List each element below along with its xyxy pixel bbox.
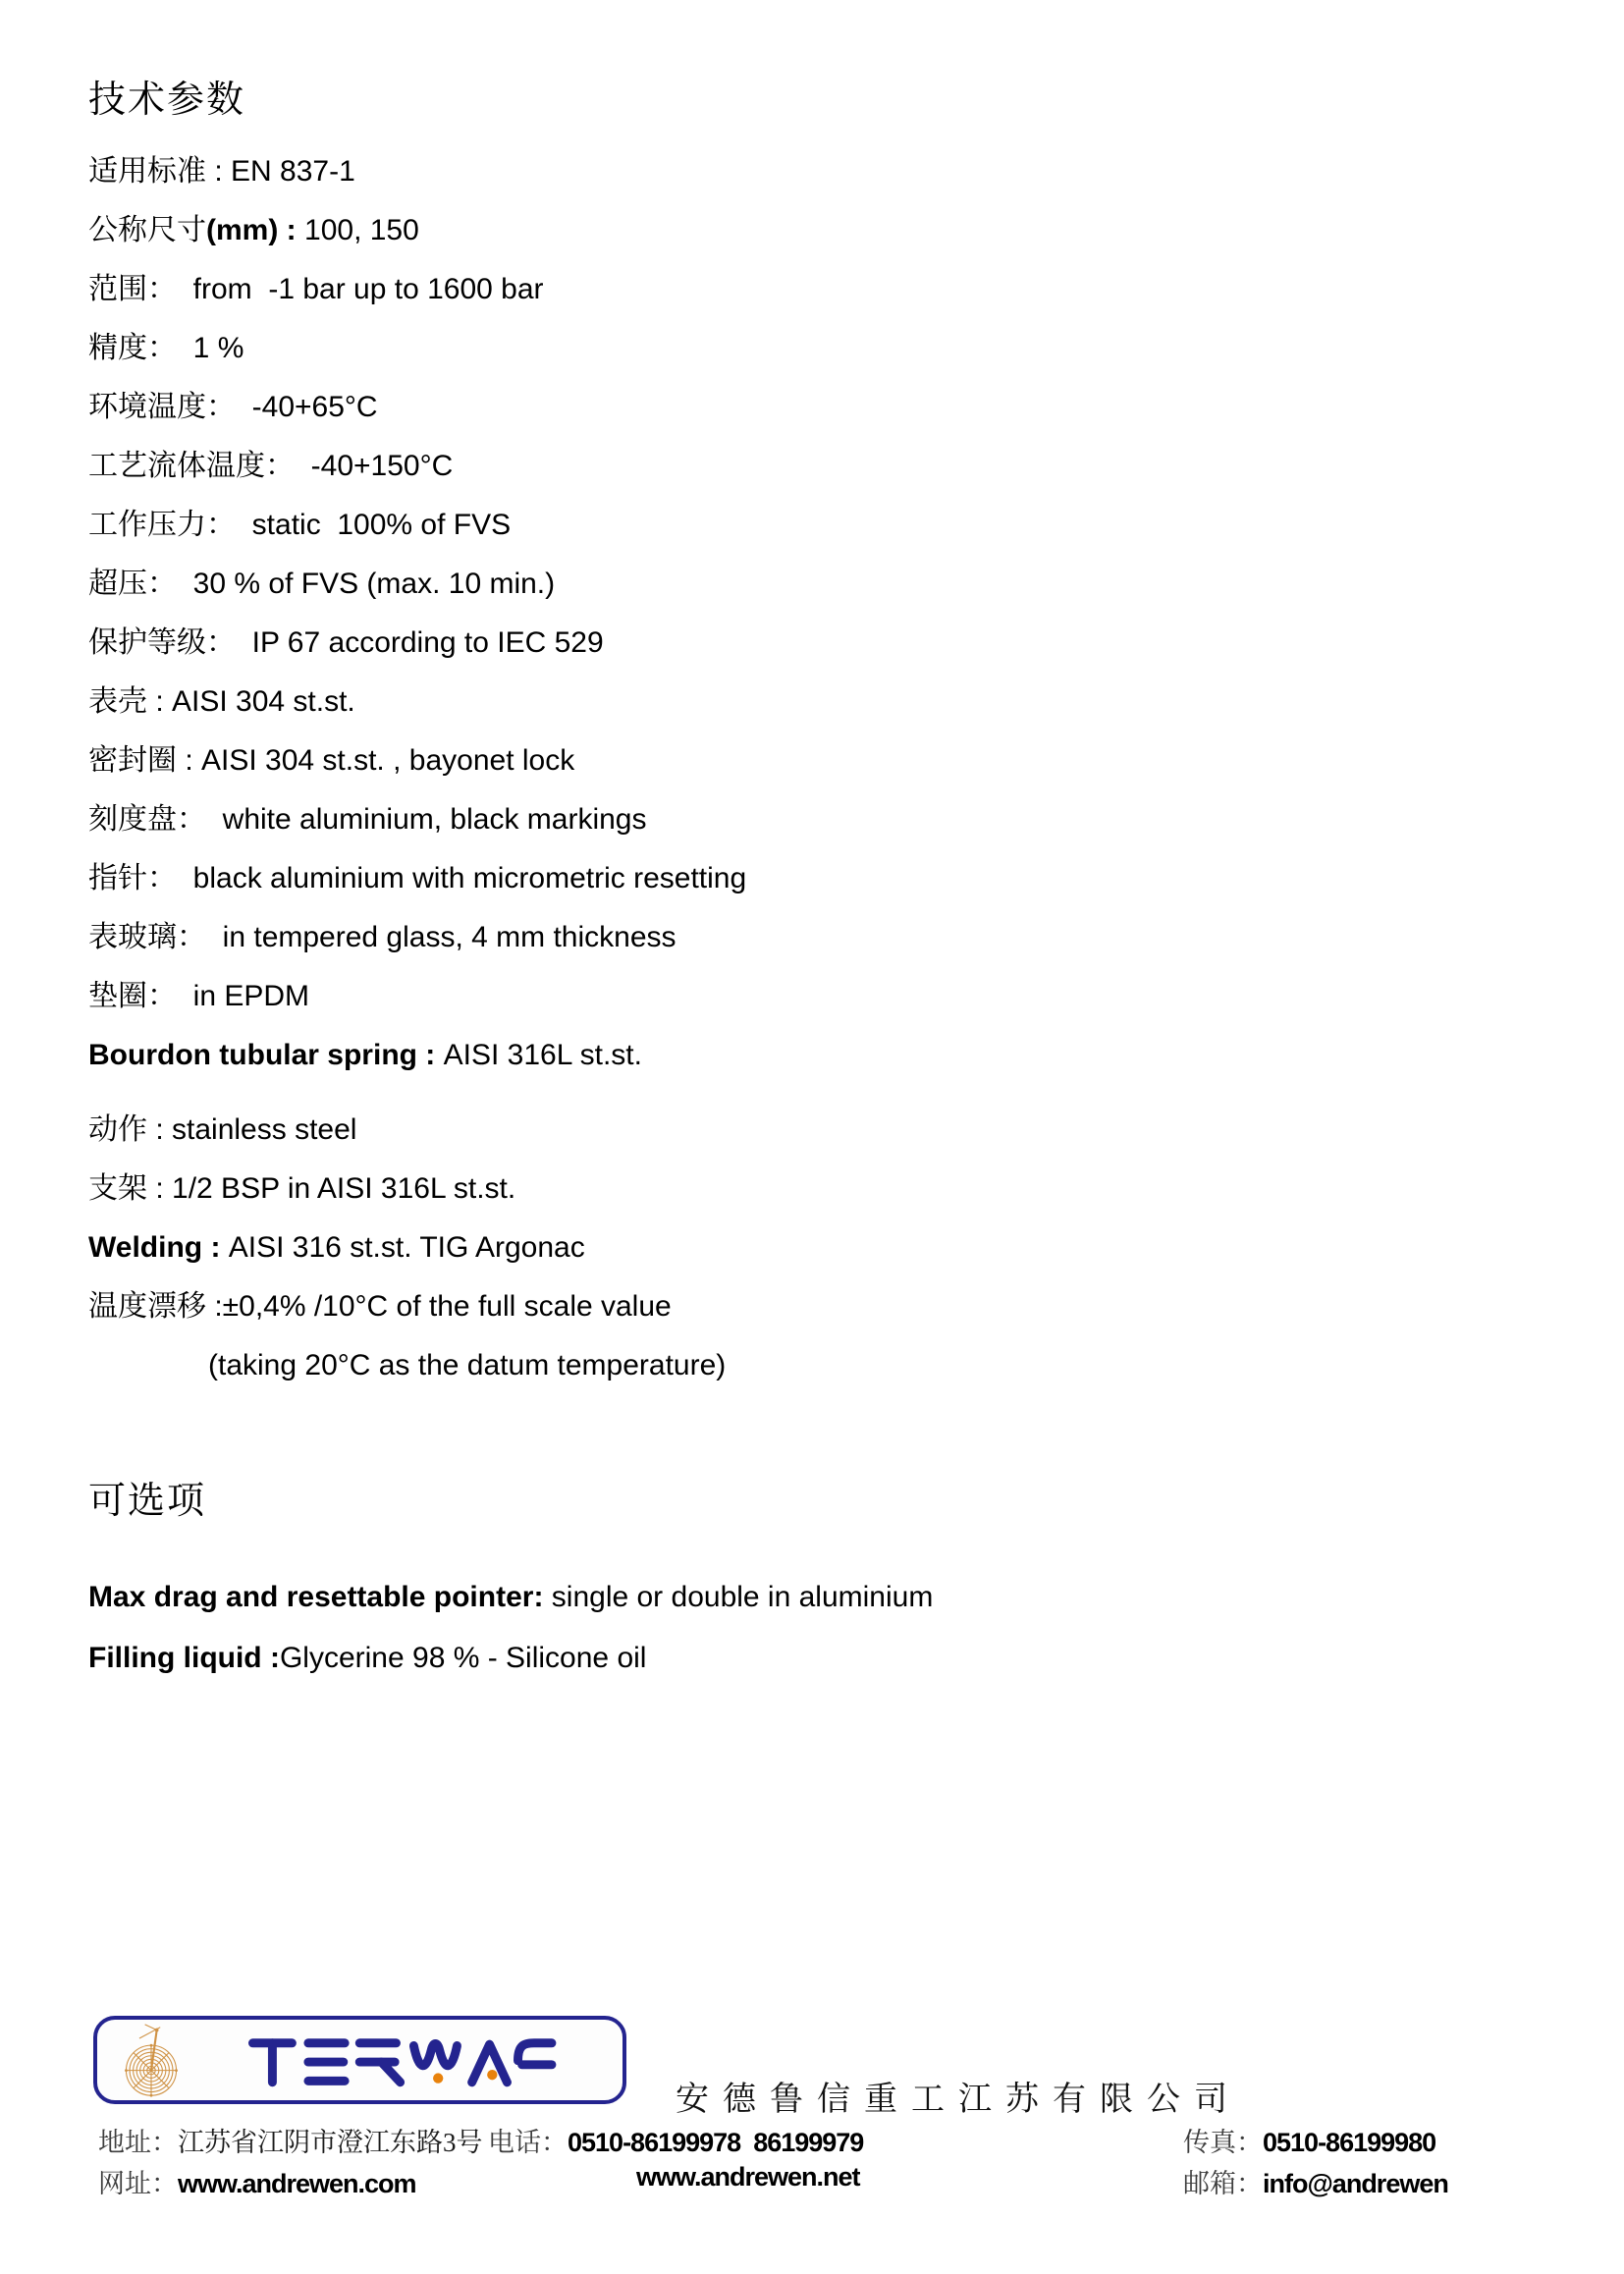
spec-row: [88, 1101, 1512, 1160]
phone-label: 电话：: [488, 2128, 568, 2157]
spec-row: [88, 496, 1512, 555]
contact-website-2: [636, 2162, 860, 2193]
spec-separator: :: [147, 1172, 173, 1205]
spec-row: [88, 260, 1512, 319]
spec-label-bold: Bourdon tubular spring: [88, 1039, 417, 1071]
optional-spec-list: [88, 1567, 1512, 1689]
contact-email: [1183, 2162, 1448, 2200]
spec-separator: ：: [147, 862, 193, 894]
spec-label: 表玻璃: [88, 921, 177, 953]
spec-value: in tempered glass, 4 mm thickness: [222, 921, 677, 953]
spec-label-bold: Filling liquid: [88, 1642, 262, 1674]
contact-address: [98, 2121, 483, 2159]
spec-row: [88, 731, 1512, 790]
spec-label: 温度漂移: [88, 1290, 206, 1323]
gauge-icon: [109, 2022, 193, 2098]
website-value-2: www.andrewen.net: [636, 2162, 860, 2192]
spec-value: static 100% of FVS: [251, 509, 512, 541]
contact-fax: [1183, 2121, 1435, 2159]
spec-value: ±0,4% /10°C of the full scale value: [222, 1290, 672, 1323]
spec-separator: :: [533, 1581, 552, 1613]
spec-label: 表壳: [88, 685, 147, 718]
email-label: 邮箱：: [1183, 2169, 1263, 2198]
termaf-logo: [93, 2016, 626, 2104]
logo-dot: [433, 2070, 497, 2084]
spec-row: [88, 142, 1512, 201]
address-value: 江苏省江阴市澄江东路3号: [178, 2128, 483, 2157]
spec-label: 保护等级: [88, 626, 206, 659]
spec-value: 1/2 BSP in AISI 316L st.st.: [172, 1172, 516, 1205]
spec-separator: :: [416, 1039, 444, 1071]
phone-value: 0510-86199978 86199979: [568, 2128, 864, 2157]
termaf-logotype: [195, 2030, 608, 2090]
spec-label: 工艺流体温度: [88, 450, 265, 482]
spec-label: 范围: [88, 273, 147, 305]
spec-row: [88, 1628, 1512, 1689]
spec-value: Glycerine 98 % - Silicone oil: [279, 1642, 647, 1674]
spec-separator: :: [147, 685, 173, 718]
spec-separator: ：: [265, 450, 311, 482]
spec-separator: ：: [147, 568, 193, 600]
spec-value: AISI 316 st.st. TIG Argonac: [228, 1231, 585, 1264]
spec-separator: ：: [206, 626, 252, 659]
spec-value: -40+150°C: [310, 450, 454, 482]
spec-row: [88, 908, 1512, 967]
spec-separator: :: [147, 1113, 173, 1146]
address-label: 地址：: [98, 2128, 178, 2157]
spec-separator: :: [206, 1290, 223, 1323]
spec-separator: ：: [206, 509, 252, 541]
spec-label: 密封圈: [88, 744, 177, 777]
spec-value: 1 %: [192, 332, 244, 364]
spec-row: [88, 555, 1512, 614]
spec-label: 动作: [88, 1113, 147, 1146]
spec-row: [88, 1026, 1512, 1085]
spec-row: [88, 1218, 1512, 1277]
logo-text: [97, 2020, 98, 2021]
spec-value: AISI 304 st.st. , bayonet lock: [201, 744, 575, 777]
spec-value: -40+65°C: [251, 391, 378, 423]
spec-separator: :: [206, 155, 232, 188]
spec-row: [88, 378, 1512, 437]
spec-separator: :: [278, 214, 305, 246]
spec-sheet: [88, 69, 1512, 1689]
spec-separator: ：: [177, 921, 223, 953]
spec-value: IP 67 according to IEC 529: [251, 626, 604, 659]
spec-label: 支架: [88, 1172, 147, 1205]
spec-row: [88, 437, 1512, 496]
spec-value: 100, 150: [304, 214, 419, 246]
spec-label: 指针: [88, 862, 147, 894]
spec-value: EN 837-1: [231, 155, 355, 188]
spec-separator: ：: [147, 273, 193, 305]
spec-separator: ：: [206, 391, 252, 423]
spec-label: 环境温度: [88, 391, 206, 423]
spec-value: single or double in aluminium: [551, 1581, 934, 1613]
spec-row: [88, 1277, 1512, 1336]
spec-row: [88, 1336, 1512, 1395]
spec-row: [88, 849, 1512, 908]
company-name: 安德鲁信重工江苏有限公司: [676, 2081, 1241, 2118]
spec-row: [88, 790, 1512, 849]
spec-value: in EPDM: [192, 980, 310, 1012]
spec-value: from -1 bar up to 1600 bar: [192, 273, 544, 305]
spec-label: 刻度盘: [88, 803, 177, 836]
spec-separator: ：: [147, 332, 193, 364]
spec-label: 适用标准: [88, 155, 206, 188]
spec-label-bold: Max drag and resettable pointer: [88, 1581, 534, 1613]
spec-label: 超压: [88, 568, 147, 600]
spec-label: 公称尺寸: [88, 214, 206, 246]
spec-label-bold: Welding: [88, 1231, 203, 1264]
spec-row: [88, 1160, 1512, 1218]
spec-label: 工作压力: [88, 509, 206, 541]
spec-row: [88, 1567, 1512, 1628]
spec-separator: :: [177, 744, 202, 777]
spec-value: AISI 316L st.st.: [443, 1039, 642, 1071]
spec-value: 30 % of FVS (max. 10 min.): [192, 568, 556, 600]
spec-separator: :: [261, 1642, 280, 1674]
spec-list: [88, 142, 1512, 1395]
spec-row: [88, 673, 1512, 731]
website-value: www.andrewen.com: [178, 2169, 416, 2198]
spec-value: (taking 20°C as the datum temperature): [208, 1349, 727, 1381]
spec-value: AISI 304 st.st.: [172, 685, 355, 718]
spec-label: 垫圈: [88, 980, 147, 1012]
website-label: 网址：: [98, 2169, 178, 2198]
fax-value: 0510-86199980: [1263, 2128, 1436, 2157]
spec-row: [88, 967, 1512, 1026]
contact-website: [98, 2162, 416, 2200]
spec-value: black aluminium with micrometric resetting: [192, 862, 747, 894]
spec-row: [88, 319, 1512, 378]
spec-separator: ：: [147, 980, 193, 1012]
page-title: 技术参数: [88, 80, 246, 121]
spec-label-bold: (mm): [206, 214, 279, 246]
contact-phone: [488, 2121, 863, 2159]
spec-label: 精度: [88, 332, 147, 364]
spec-row: [88, 614, 1512, 673]
spec-separator: ：: [177, 803, 223, 836]
spec-value: white aluminium, black markings: [222, 803, 647, 836]
email-value: info@andrewen: [1263, 2169, 1448, 2198]
optional-section-title: 可选项: [88, 1481, 207, 1522]
spec-value: stainless steel: [172, 1113, 357, 1146]
fax-label: 传真：: [1183, 2128, 1263, 2157]
spec-separator: :: [202, 1231, 229, 1264]
spec-row: [88, 201, 1512, 260]
